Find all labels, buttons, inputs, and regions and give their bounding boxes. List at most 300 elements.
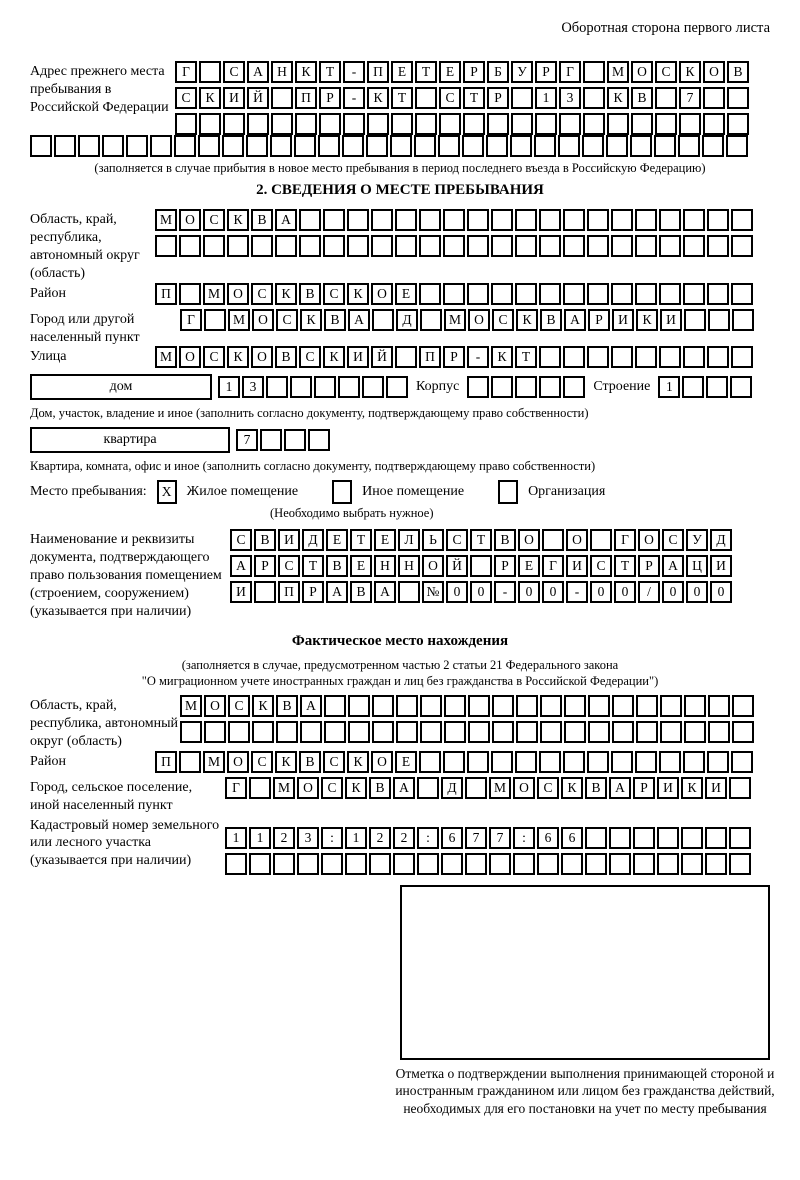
char-cell[interactable] <box>731 751 753 773</box>
char-cell[interactable] <box>252 721 274 743</box>
char-cell[interactable] <box>467 283 489 305</box>
char-cell[interactable] <box>284 429 306 451</box>
char-cell[interactable] <box>467 376 489 398</box>
char-cell[interactable] <box>443 209 465 231</box>
char-cell[interactable] <box>705 853 727 875</box>
char-cell[interactable] <box>583 87 605 109</box>
char-cell[interactable] <box>348 721 370 743</box>
char-cell[interactable] <box>659 235 681 257</box>
char-cell[interactable]: С <box>492 309 514 331</box>
checkbox-other-premises[interactable] <box>332 480 352 504</box>
char-cell[interactable] <box>681 853 703 875</box>
char-cell[interactable]: О <box>179 346 201 368</box>
char-cell[interactable] <box>635 751 657 773</box>
char-cell[interactable] <box>179 283 201 305</box>
char-cell[interactable] <box>539 283 561 305</box>
char-cell[interactable] <box>657 827 679 849</box>
char-cell[interactable] <box>395 346 417 368</box>
char-cell[interactable] <box>683 751 705 773</box>
char-cell[interactable]: В <box>727 61 749 83</box>
char-cell[interactable]: К <box>345 777 367 799</box>
char-cell[interactable]: № <box>422 581 444 603</box>
char-cell[interactable] <box>395 209 417 231</box>
char-cell[interactable]: У <box>511 61 533 83</box>
char-cell[interactable] <box>372 309 394 331</box>
char-cell[interactable] <box>266 376 288 398</box>
char-cell[interactable] <box>611 235 633 257</box>
char-cell[interactable] <box>249 777 271 799</box>
char-cell[interactable]: А <box>247 61 269 83</box>
char-cell[interactable]: В <box>350 581 372 603</box>
char-cell[interactable] <box>682 376 704 398</box>
char-cell[interactable] <box>585 853 607 875</box>
char-cell[interactable] <box>606 135 628 157</box>
char-cell[interactable] <box>396 695 418 717</box>
char-cell[interactable] <box>420 721 442 743</box>
char-cell[interactable]: Е <box>350 555 372 577</box>
char-cell[interactable] <box>372 721 394 743</box>
char-cell[interactable] <box>659 283 681 305</box>
char-cell[interactable]: О <box>422 555 444 577</box>
char-cell[interactable] <box>321 853 343 875</box>
char-cell[interactable] <box>223 113 245 135</box>
char-cell[interactable]: Е <box>374 529 396 551</box>
char-cell[interactable] <box>515 209 537 231</box>
char-cell[interactable] <box>299 209 321 231</box>
char-cell[interactable]: О <box>371 283 393 305</box>
char-cell[interactable] <box>204 721 226 743</box>
char-cell[interactable] <box>299 235 321 257</box>
char-cell[interactable] <box>707 751 729 773</box>
char-cell[interactable] <box>491 209 513 231</box>
char-cell[interactable]: К <box>681 777 703 799</box>
char-cell[interactable] <box>683 283 705 305</box>
char-cell[interactable]: А <box>275 209 297 231</box>
char-cell[interactable] <box>419 751 441 773</box>
char-cell[interactable] <box>54 135 76 157</box>
char-cell[interactable] <box>707 209 729 231</box>
char-cell[interactable]: Г <box>225 777 247 799</box>
char-cell[interactable]: 2 <box>393 827 415 849</box>
char-cell[interactable]: А <box>609 777 631 799</box>
char-cell[interactable]: И <box>230 581 252 603</box>
char-cell[interactable]: О <box>227 751 249 773</box>
char-cell[interactable] <box>635 209 657 231</box>
char-cell[interactable]: К <box>300 309 322 331</box>
char-cell[interactable]: Д <box>710 529 732 551</box>
char-cell[interactable]: 0 <box>446 581 468 603</box>
char-cell[interactable]: - <box>566 581 588 603</box>
char-cell[interactable]: О <box>518 529 540 551</box>
char-cell[interactable] <box>254 581 276 603</box>
char-cell[interactable] <box>732 309 754 331</box>
char-cell[interactable]: В <box>494 529 516 551</box>
char-cell[interactable] <box>271 113 293 135</box>
char-cell[interactable] <box>609 853 631 875</box>
char-cell[interactable] <box>515 751 537 773</box>
char-cell[interactable] <box>729 827 751 849</box>
char-cell[interactable] <box>563 209 585 231</box>
char-cell[interactable]: Р <box>443 346 465 368</box>
char-cell[interactable]: Т <box>319 61 341 83</box>
char-cell[interactable] <box>708 309 730 331</box>
checkbox-residential[interactable]: X <box>157 480 177 504</box>
char-cell[interactable] <box>731 209 753 231</box>
char-cell[interactable] <box>467 209 489 231</box>
char-cell[interactable] <box>539 209 561 231</box>
char-cell[interactable] <box>631 113 653 135</box>
char-cell[interactable]: Е <box>391 61 413 83</box>
char-cell[interactable]: Т <box>415 61 437 83</box>
char-cell[interactable] <box>439 113 461 135</box>
char-cell[interactable]: М <box>607 61 629 83</box>
char-cell[interactable] <box>561 853 583 875</box>
char-cell[interactable] <box>636 721 658 743</box>
char-cell[interactable]: У <box>686 529 708 551</box>
char-cell[interactable] <box>362 376 384 398</box>
char-cell[interactable] <box>276 721 298 743</box>
char-cell[interactable] <box>487 113 509 135</box>
char-cell[interactable]: Р <box>254 555 276 577</box>
char-cell[interactable] <box>563 283 585 305</box>
char-cell[interactable] <box>587 235 609 257</box>
char-cell[interactable] <box>563 235 585 257</box>
char-cell[interactable] <box>732 721 754 743</box>
char-cell[interactable] <box>174 135 196 157</box>
char-cell[interactable] <box>731 346 753 368</box>
char-cell[interactable] <box>420 695 442 717</box>
char-cell[interactable] <box>443 235 465 257</box>
char-cell[interactable]: М <box>180 695 202 717</box>
char-cell[interactable] <box>443 283 465 305</box>
char-cell[interactable] <box>564 721 586 743</box>
char-cell[interactable] <box>539 751 561 773</box>
char-cell[interactable] <box>633 853 655 875</box>
char-cell[interactable]: К <box>367 87 389 109</box>
char-cell[interactable]: Л <box>398 529 420 551</box>
char-cell[interactable]: И <box>566 555 588 577</box>
char-cell[interactable] <box>660 721 682 743</box>
char-cell[interactable] <box>444 721 466 743</box>
char-cell[interactable]: О <box>297 777 319 799</box>
char-cell[interactable]: - <box>494 581 516 603</box>
char-cell[interactable] <box>342 135 364 157</box>
char-cell[interactable] <box>247 113 269 135</box>
char-cell[interactable] <box>179 235 201 257</box>
char-cell[interactable] <box>467 751 489 773</box>
char-cell[interactable] <box>345 853 367 875</box>
char-cell[interactable]: О <box>179 209 201 231</box>
char-cell[interactable]: А <box>564 309 586 331</box>
char-cell[interactable]: О <box>638 529 660 551</box>
char-cell[interactable]: О <box>251 346 273 368</box>
char-cell[interactable] <box>732 695 754 717</box>
char-cell[interactable] <box>635 346 657 368</box>
char-cell[interactable] <box>655 113 677 135</box>
char-cell[interactable] <box>462 135 484 157</box>
char-cell[interactable]: Г <box>180 309 202 331</box>
char-cell[interactable]: Р <box>588 309 610 331</box>
char-cell[interactable]: С <box>446 529 468 551</box>
char-cell[interactable] <box>338 376 360 398</box>
char-cell[interactable] <box>414 135 436 157</box>
char-cell[interactable]: : <box>321 827 343 849</box>
char-cell[interactable] <box>607 113 629 135</box>
char-cell[interactable]: С <box>439 87 461 109</box>
char-cell[interactable] <box>611 209 633 231</box>
char-cell[interactable] <box>441 853 463 875</box>
char-cell[interactable]: Т <box>350 529 372 551</box>
char-cell[interactable]: 1 <box>658 376 680 398</box>
char-cell[interactable]: 3 <box>559 87 581 109</box>
char-cell[interactable] <box>563 751 585 773</box>
char-cell[interactable] <box>343 113 365 135</box>
char-cell[interactable]: И <box>657 777 679 799</box>
char-cell[interactable]: М <box>489 777 511 799</box>
char-cell[interactable]: В <box>254 529 276 551</box>
char-cell[interactable] <box>467 235 489 257</box>
char-cell[interactable] <box>395 235 417 257</box>
char-cell[interactable] <box>583 61 605 83</box>
char-cell[interactable]: С <box>276 309 298 331</box>
char-cell[interactable] <box>295 113 317 135</box>
char-cell[interactable]: С <box>251 283 273 305</box>
char-cell[interactable] <box>534 135 556 157</box>
char-cell[interactable] <box>417 777 439 799</box>
char-cell[interactable] <box>511 87 533 109</box>
char-cell[interactable]: В <box>276 695 298 717</box>
char-cell[interactable]: В <box>299 283 321 305</box>
char-cell[interactable] <box>587 346 609 368</box>
char-cell[interactable]: : <box>417 827 439 849</box>
char-cell[interactable] <box>659 751 681 773</box>
char-cell[interactable]: О <box>513 777 535 799</box>
char-cell[interactable] <box>318 135 340 157</box>
char-cell[interactable]: К <box>275 283 297 305</box>
char-cell[interactable] <box>369 853 391 875</box>
char-cell[interactable]: К <box>516 309 538 331</box>
char-cell[interactable] <box>588 695 610 717</box>
char-cell[interactable] <box>678 135 700 157</box>
char-cell[interactable]: 7 <box>236 429 258 451</box>
char-cell[interactable] <box>486 135 508 157</box>
char-cell[interactable] <box>491 751 513 773</box>
char-cell[interactable] <box>510 135 532 157</box>
char-cell[interactable]: Т <box>302 555 324 577</box>
char-cell[interactable]: С <box>299 346 321 368</box>
char-cell[interactable]: Е <box>326 529 348 551</box>
char-cell[interactable]: М <box>155 209 177 231</box>
char-cell[interactable] <box>463 113 485 135</box>
char-cell[interactable] <box>585 827 607 849</box>
char-cell[interactable]: К <box>199 87 221 109</box>
char-cell[interactable]: М <box>203 283 225 305</box>
char-cell[interactable]: О <box>468 309 490 331</box>
char-cell[interactable] <box>633 827 655 849</box>
char-cell[interactable] <box>415 87 437 109</box>
char-cell[interactable] <box>563 346 585 368</box>
char-cell[interactable] <box>300 721 322 743</box>
char-cell[interactable] <box>420 309 442 331</box>
char-cell[interactable] <box>270 135 292 157</box>
char-cell[interactable] <box>444 695 466 717</box>
char-cell[interactable]: О <box>252 309 274 331</box>
char-cell[interactable]: С <box>537 777 559 799</box>
char-cell[interactable] <box>396 721 418 743</box>
char-cell[interactable] <box>438 135 460 157</box>
char-cell[interactable] <box>727 113 749 135</box>
char-cell[interactable]: С <box>321 777 343 799</box>
char-cell[interactable] <box>660 695 682 717</box>
char-cell[interactable]: К <box>607 87 629 109</box>
char-cell[interactable]: Р <box>535 61 557 83</box>
char-cell[interactable]: 1 <box>218 376 240 398</box>
char-cell[interactable] <box>587 209 609 231</box>
char-cell[interactable] <box>492 695 514 717</box>
char-cell[interactable]: - <box>343 61 365 83</box>
char-cell[interactable] <box>398 581 420 603</box>
char-cell[interactable]: 6 <box>561 827 583 849</box>
char-cell[interactable] <box>470 555 492 577</box>
char-cell[interactable] <box>290 376 312 398</box>
char-cell[interactable] <box>708 721 730 743</box>
char-cell[interactable]: О <box>631 61 653 83</box>
char-cell[interactable]: Й <box>247 87 269 109</box>
char-cell[interactable] <box>612 721 634 743</box>
char-cell[interactable] <box>30 135 52 157</box>
char-cell[interactable]: 0 <box>518 581 540 603</box>
char-cell[interactable] <box>249 853 271 875</box>
char-cell[interactable]: И <box>278 529 300 551</box>
char-cell[interactable]: М <box>203 751 225 773</box>
char-cell[interactable]: Р <box>463 61 485 83</box>
char-cell[interactable] <box>702 135 724 157</box>
char-cell[interactable]: К <box>679 61 701 83</box>
char-cell[interactable]: С <box>203 346 225 368</box>
char-cell[interactable]: К <box>252 695 274 717</box>
char-cell[interactable] <box>588 721 610 743</box>
char-cell[interactable] <box>708 695 730 717</box>
char-cell[interactable]: К <box>636 309 658 331</box>
char-cell[interactable]: Ц <box>686 555 708 577</box>
char-cell[interactable] <box>319 113 341 135</box>
char-cell[interactable]: 6 <box>441 827 463 849</box>
char-cell[interactable] <box>683 346 705 368</box>
char-cell[interactable] <box>324 721 346 743</box>
char-cell[interactable] <box>729 853 751 875</box>
char-cell[interactable]: М <box>444 309 466 331</box>
char-cell[interactable]: П <box>278 581 300 603</box>
char-cell[interactable] <box>655 87 677 109</box>
char-cell[interactable] <box>323 209 345 231</box>
char-cell[interactable]: 6 <box>537 827 559 849</box>
char-cell[interactable]: А <box>393 777 415 799</box>
char-cell[interactable] <box>228 721 250 743</box>
char-cell[interactable] <box>443 751 465 773</box>
char-cell[interactable] <box>297 853 319 875</box>
char-cell[interactable] <box>126 135 148 157</box>
char-cell[interactable]: В <box>540 309 562 331</box>
char-cell[interactable] <box>582 135 604 157</box>
char-cell[interactable]: С <box>655 61 677 83</box>
char-cell[interactable] <box>386 376 408 398</box>
char-cell[interactable] <box>681 827 703 849</box>
char-cell[interactable]: А <box>374 581 396 603</box>
char-cell[interactable]: В <box>275 346 297 368</box>
char-cell[interactable]: / <box>638 581 660 603</box>
char-cell[interactable]: Р <box>487 87 509 109</box>
char-cell[interactable] <box>611 751 633 773</box>
char-cell[interactable]: 0 <box>470 581 492 603</box>
char-cell[interactable]: И <box>612 309 634 331</box>
char-cell[interactable] <box>540 721 562 743</box>
char-cell[interactable] <box>102 135 124 157</box>
char-cell[interactable] <box>731 283 753 305</box>
char-cell[interactable]: А <box>662 555 684 577</box>
char-cell[interactable] <box>636 695 658 717</box>
char-cell[interactable] <box>590 529 612 551</box>
char-cell[interactable] <box>204 309 226 331</box>
char-cell[interactable] <box>294 135 316 157</box>
char-cell[interactable]: Г <box>559 61 581 83</box>
char-cell[interactable] <box>417 853 439 875</box>
char-cell[interactable]: 1 <box>535 87 557 109</box>
char-cell[interactable]: К <box>295 61 317 83</box>
char-cell[interactable]: Р <box>302 581 324 603</box>
char-cell[interactable]: М <box>155 346 177 368</box>
char-cell[interactable] <box>273 853 295 875</box>
char-cell[interactable] <box>537 853 559 875</box>
char-cell[interactable]: П <box>295 87 317 109</box>
char-cell[interactable] <box>683 235 705 257</box>
char-cell[interactable]: 3 <box>297 827 319 849</box>
char-cell[interactable] <box>683 209 705 231</box>
char-cell[interactable]: П <box>155 283 177 305</box>
char-cell[interactable] <box>707 235 729 257</box>
char-cell[interactable]: 7 <box>465 827 487 849</box>
char-cell[interactable]: И <box>347 346 369 368</box>
char-cell[interactable] <box>393 853 415 875</box>
char-cell[interactable] <box>515 376 537 398</box>
char-cell[interactable] <box>583 113 605 135</box>
char-cell[interactable] <box>515 235 537 257</box>
char-cell[interactable] <box>227 235 249 257</box>
char-cell[interactable]: В <box>326 555 348 577</box>
char-cell[interactable]: Т <box>463 87 485 109</box>
char-cell[interactable]: К <box>227 209 249 231</box>
char-cell[interactable]: Т <box>515 346 537 368</box>
char-cell[interactable] <box>703 87 725 109</box>
char-cell[interactable] <box>260 429 282 451</box>
char-cell[interactable] <box>314 376 336 398</box>
char-cell[interactable] <box>391 113 413 135</box>
char-cell[interactable] <box>78 135 100 157</box>
char-cell[interactable] <box>222 135 244 157</box>
char-cell[interactable]: 3 <box>242 376 264 398</box>
char-cell[interactable] <box>199 61 221 83</box>
char-cell[interactable]: В <box>369 777 391 799</box>
char-cell[interactable]: И <box>223 87 245 109</box>
char-cell[interactable]: - <box>343 87 365 109</box>
char-cell[interactable]: Р <box>633 777 655 799</box>
char-cell[interactable] <box>390 135 412 157</box>
char-cell[interactable]: Е <box>395 283 417 305</box>
char-cell[interactable] <box>679 113 701 135</box>
char-cell[interactable] <box>348 695 370 717</box>
char-cell[interactable] <box>347 209 369 231</box>
char-cell[interactable] <box>491 376 513 398</box>
char-cell[interactable] <box>657 853 679 875</box>
